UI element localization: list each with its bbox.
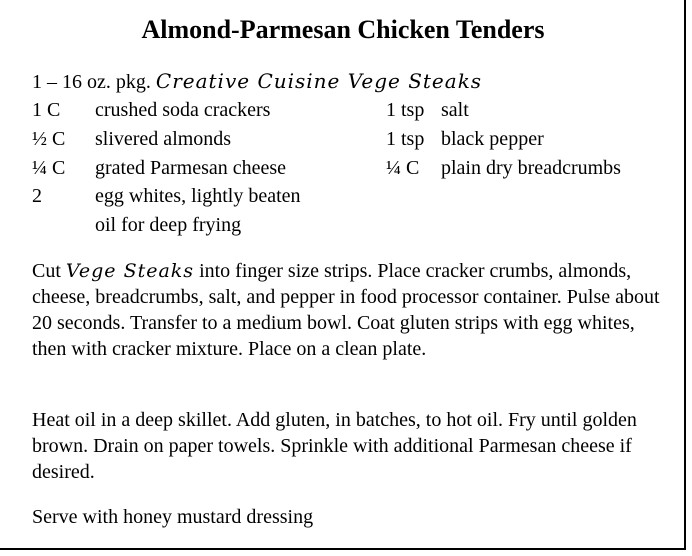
ingredient-name: oil for deep frying xyxy=(95,214,242,236)
ingredient-name: plain dry breadcrumbs xyxy=(441,157,621,179)
ingredient-qty: 1 C xyxy=(32,99,61,121)
instruction-step-2: Heat oil in a deep skillet. Add gluten, in batches, to hot oil. Fry until golden brown. Drain on paper towels. Sprinkle with additional Parmesan cheese if desired. xyxy=(32,409,637,483)
package-line xyxy=(32,68,482,95)
ingredient-qty: 2 xyxy=(32,185,42,207)
ingredient-name: black pepper xyxy=(441,128,544,150)
ingredient-name: grated Parmesan cheese xyxy=(95,157,287,179)
ingredient-qty: 1 tsp xyxy=(386,99,425,121)
ingredient-qty: ¼ C xyxy=(386,157,420,179)
package-product: Creative Cuisine Vege Steaks xyxy=(155,69,483,93)
step1-product-name: Vege Steaks xyxy=(65,260,195,282)
instruction-step-1 xyxy=(32,258,662,362)
ingredient-qty: ½ C xyxy=(32,128,66,150)
step1-rest: into finger size strips. Place cracker crumbs, almonds, cheese, breadcrumbs, salt, and pepper in food processor container. Pulse about 20 seconds. Transfer to a medium bowl. Coat gluten strips with egg whites, then with cracker mixture. Place on a clean plate. xyxy=(32,260,660,360)
package-quantity: 1 – 16 oz. pkg. xyxy=(32,71,151,93)
ingredient-name: salt xyxy=(441,99,469,121)
ingredient-name: egg whites, lightly beaten xyxy=(95,185,301,207)
ingredient-name: crushed soda crackers xyxy=(95,99,271,121)
ingredient-qty: ¼ C xyxy=(32,157,66,179)
instruction-step-3: Serve with honey mustard dressing xyxy=(32,506,314,528)
step1-lead: Cut xyxy=(32,260,66,282)
ingredient-name: slivered almonds xyxy=(95,128,232,150)
ingredient-qty: 1 tsp xyxy=(386,128,425,150)
recipe-title: Almond-Parmesan Chicken Tenders xyxy=(141,15,545,44)
